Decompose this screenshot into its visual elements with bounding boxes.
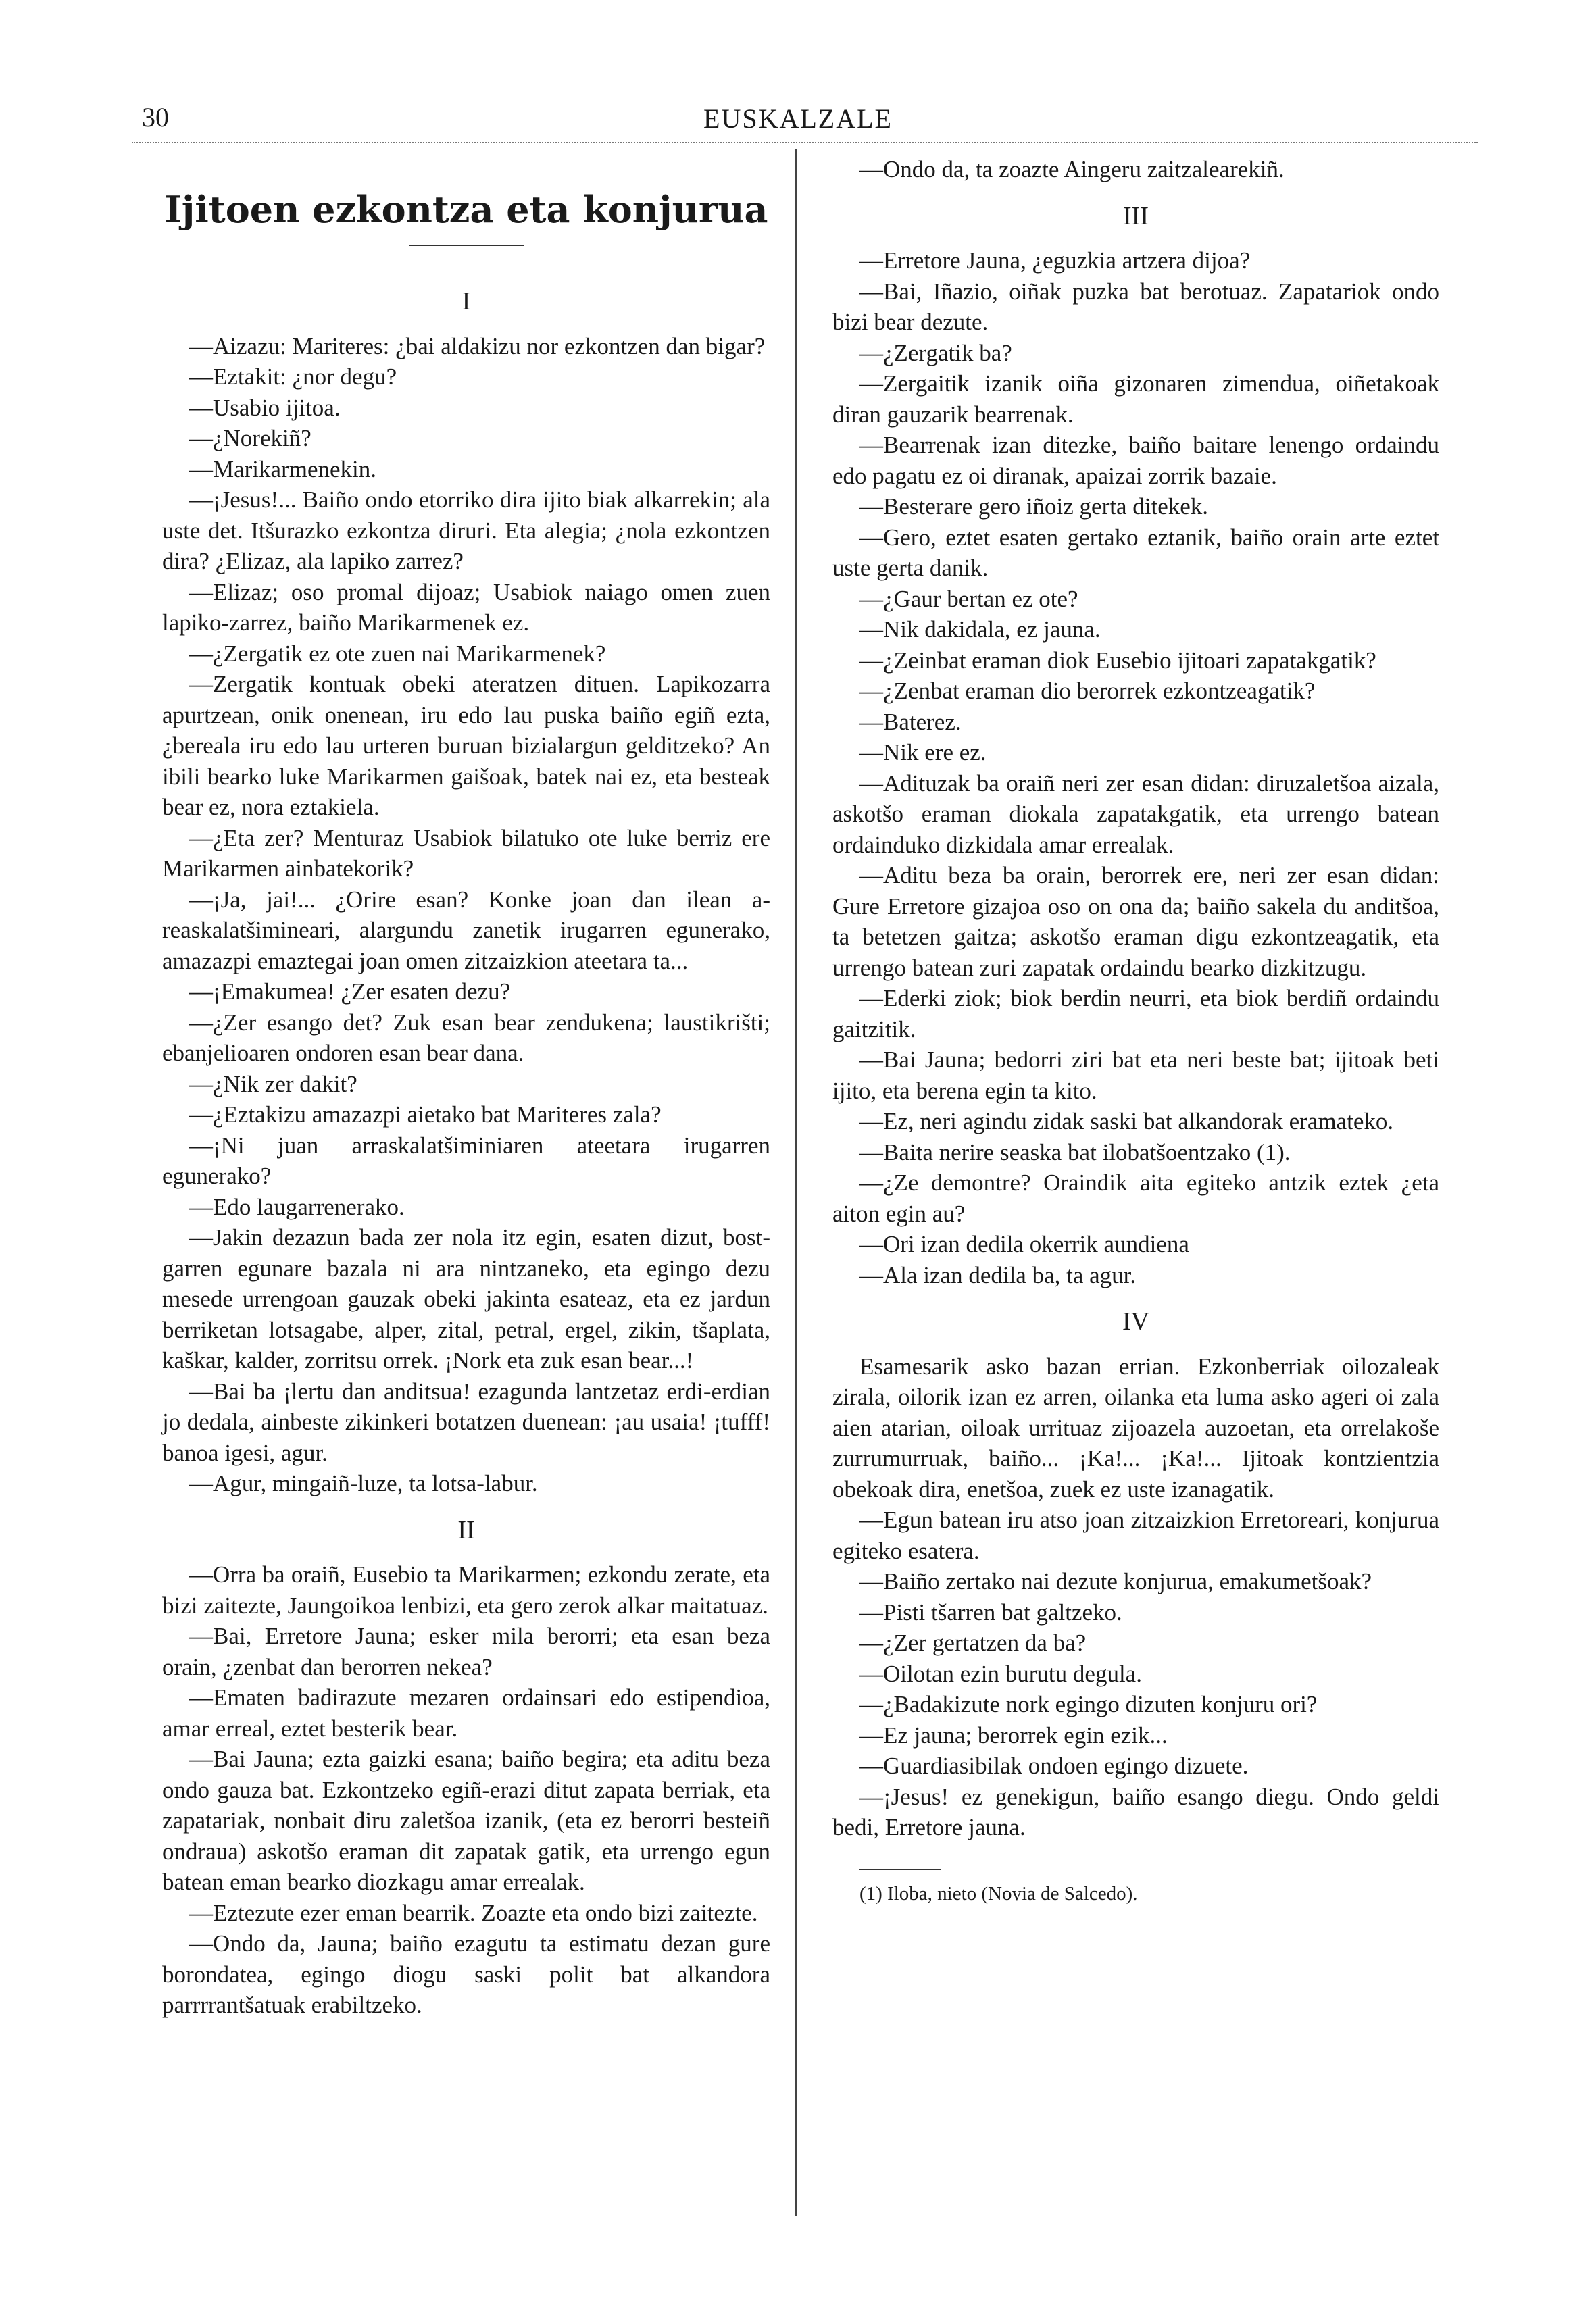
dialogue-paragraph: —Bai Jauna; bedorri ziri bat eta neri beste bat; ijitoak beti ijito, eta berena egin ta kito. bbox=[832, 1047, 1439, 1104]
section-heading-III: III bbox=[1123, 201, 1149, 230]
dialogue-paragraph: —¡Ja, jai!... ¿Orire esan? Konke joan dan ilean a-reaskalatšimineari, alargundu zanetik irugarren egunerako, amazazpi emaztegai joan omen zitzaizkion ateetara ta... bbox=[162, 886, 770, 974]
dialogue-paragraph: —¡Emakumea! ¿Zer esaten dezu? bbox=[189, 978, 511, 1005]
dialogue-paragraph: —¡Jesus!... Baiño ondo etorriko dira ijito biak alkarrekin; ala uste det. Itšurazko ezkontza diruri. Eta alegia; ¿nola ezkontzen dira? ¿Elizaz, ala lapiko zarrez? bbox=[162, 486, 770, 574]
dialogue-paragraph: —Bearrenak izan ditezke, baiño baitare lenengo ordaindu edo pagatu ez oi diranak, apaizai zorrik bazaie. bbox=[832, 432, 1439, 489]
dialogue-paragraph: —Gero, eztet esaten gertako eztanik, baiño orain arte eztet uste gerta danik. bbox=[832, 524, 1439, 581]
dialogue-paragraph: —Marikarmenekin. bbox=[189, 455, 376, 482]
dialogue-paragraph: —¿Ze demontre? Oraindik aita egiteko antzik eztek ¿eta aiton egin au? bbox=[832, 1169, 1439, 1227]
dialogue-paragraph: —¿Zergatik ba? bbox=[859, 339, 1012, 366]
dialogue-paragraph: —Erretore Jauna, ¿eguzkia artzera dijoa? bbox=[859, 247, 1251, 274]
dialogue-paragraph: —Pisti tšarren bat galtzeko. bbox=[859, 1599, 1122, 1626]
header-rule bbox=[132, 142, 1478, 143]
narrative-paragraph: Esamesarik asko bazan errian. Ezkonberriak oilozaleak zirala, oilorik izan ez arren, oilanka eta luma asko ageri oi zala aien atarian, oiloak urrituaz zijoazela auzoetan, eta orrelakoše zurrumurruak, baiño... ¡Ka!... ¡Ka!... Ijitoak kontzientzia obekoak dira, enetšoa, zuek ez uste izanagatik. bbox=[832, 1353, 1439, 1503]
dialogue-paragraph: —Nik ere ez. bbox=[859, 739, 987, 765]
footnote: (1) Iloba, nieto (Novia de Salcedo). bbox=[859, 1882, 1138, 1905]
dialogue-paragraph: —¡Jesus! ez genekigun, baiño esango diegu. Ondo geldi bedi, Erretore jauna. bbox=[832, 1783, 1439, 1840]
dialogue-paragraph: —Ori izan dedila okerrik aundiena bbox=[859, 1231, 1189, 1257]
dialogue-paragraph: —Eztakit: ¿nor degu? bbox=[189, 363, 397, 390]
right-column bbox=[832, 154, 1439, 1907]
footnote-rule bbox=[859, 1869, 941, 1870]
dialogue-paragraph: —Ez, neri agindu zidak saski bat alkandorak eramateko. bbox=[859, 1108, 1394, 1134]
dialogue-paragraph: —Ederki ziok; biok berdin neurri, eta biok berdiñ ordaindu gaitzitik. bbox=[832, 985, 1439, 1042]
dialogue-paragraph: —Nik dakidala, ez jauna. bbox=[859, 616, 1101, 643]
dialogue-paragraph: —Baita nerire seaska bat ilobatšoentzako (1). bbox=[859, 1138, 1291, 1165]
dialogue-paragraph: —¡Ni juan arraskalatšiminiaren ateetara irugarren egunerako? bbox=[162, 1132, 770, 1189]
dialogue-paragraph: —Oilotan ezin burutu degula. bbox=[859, 1660, 1142, 1687]
dialogue-paragraph: —Bai Jauna; ezta gaizki esana; baiño begira; eta aditu beza ondo gauza bat. Ezkontzeko egiñ-erazi ditut zapata berriak, eta zapatariak, nonbait diru zaletšoa izanik, (eta ez berorri besteiñ ondrauа) askotšo eraman dit zapatak gatik, eta urrengo egun batean eman bearko diozkagu amar errealak. bbox=[162, 1746, 770, 1895]
dialogue-paragraph: —Elizaz; oso promal dijoaz; Usabiok naiago omen zuen lapiko-zarrez, baiño Marikarmenek ez. bbox=[162, 578, 770, 636]
dialogue-paragraph: —Ala izan dedila ba, ta agur. bbox=[859, 1261, 1137, 1288]
dialogue-paragraph: —¿Zenbat eraman dio berorrek ezkontzeagatik? bbox=[859, 678, 1316, 704]
running-header: EUSKALZALE bbox=[703, 103, 893, 134]
section-heading-IV: IV bbox=[1122, 1307, 1150, 1336]
dialogue-paragraph: —¿Badakizute nork egingo dizuten konjuru ori? bbox=[859, 1691, 1318, 1717]
dialogue-paragraph: —Baterez. bbox=[859, 708, 962, 735]
dialogue-paragraph: —¿Eta zer? Menturaz Usabiok bilatuko ote luke berriz ere Marikarmen ainbatekorik? bbox=[162, 824, 770, 882]
dialogue-paragraph: —Zergaitik izanik oiña gizonaren zimendua, oiñetakoak diran gauzarik bearrenak. bbox=[832, 370, 1439, 428]
dialogue-paragraph: —¿Norekiñ? bbox=[189, 425, 311, 451]
dialogue-paragraph: —¿Eztakizu amazazpi aietako bat Mariteres zala? bbox=[189, 1101, 662, 1128]
dialogue-paragraph: —Egun batean iru atso joan zitzaizkion Erretoreari, konjurua egiteko esatera. bbox=[832, 1507, 1439, 1564]
dialogue-paragraph: —Baiño zertako nai dezute konjurua, emakumetšoak? bbox=[859, 1568, 1372, 1594]
dialogue-paragraph: —Bai ba ¡lertu dan anditsua! ezagunda lantzetaz erdi-erdian jo dedala, ainbeste zikinkeri botatzen duenean: ¡au usaia! ¡tufff! banoa igesi, agur. bbox=[162, 1378, 770, 1466]
dialogue-paragraph: —Agur, mingaiñ-luze, ta lotsa-labur. bbox=[189, 1470, 538, 1496]
dialogue-paragraph: —Aditu beza ba orain, berorrek ere, neri zer esan didan: Gure Erretore gizajoa oso on ona da; baiño sakela du anditšoa, ta betetzen gaitza; askotšo eraman digu ezkontzeagatik, eta urrengo batean zuri zapatak ordaindu bearko dizkitzugu. bbox=[832, 862, 1439, 981]
title-rule bbox=[409, 245, 524, 246]
dialogue-paragraph: —Guardiasibilak ondoen egingo dizuete. bbox=[859, 1753, 1249, 1779]
dialogue-paragraph: —Usabio ijitoa. bbox=[189, 394, 341, 421]
dialogue-paragraph: —Bai, Iñazio, oiñak puzka bat berotuaz. Zapatariok ondo bizi bear dezute. bbox=[832, 278, 1439, 335]
dialogue-paragraph: —Edo laugarrenerako. bbox=[189, 1193, 405, 1220]
page-number: 30 bbox=[142, 102, 169, 132]
dialogue-paragraph: —Jakin dezazun bada zer nola itz egin, esaten dizut, bost-garren egunare bazala ni ara nintzaneko, eta egingo dezu mesede urrengoan gauzak obeki jakinta esateaz, eta ez jardun berriketan lotsagabe, alper, zital, petral, ergel, zikin, tšaplata, kaškar, kalder, zorritsu orrek. ¡Nork eta zuk esan bear...! bbox=[162, 1224, 770, 1374]
dialogue-paragraph: —Ematen badirazute mezaren ordainsari edo estipendioa, amar erreal, eztet besterik bear. bbox=[162, 1684, 770, 1742]
dialogue-paragraph: —Zergatik kontuak obeki ateratzen dituen. Lapikozarra apurtzean, onik onenean, iru edo lau puska baiño egiñ ezta, ¿bereala iru edo lau urteren buruan bizialargun gelditzeko? An ibili bearko luke Marikarmen gaišoak, batek nai ez, eta besteak bear ez, nora eztakiela. bbox=[162, 671, 770, 820]
dialogue-paragraph: —¿Zeinbat eraman diok Eusebio ijitoari zapatakgatik? bbox=[859, 647, 1376, 674]
column-divider bbox=[795, 149, 797, 2216]
dialogue-paragraph: —Bai, Erretore Jauna; esker mila berorri; eta esan beza orain, ¿zenbat dan berorren nekea? bbox=[162, 1623, 770, 1680]
dialogue-paragraph: —Besterare gero iñoiz gerta ditekek. bbox=[859, 493, 1209, 520]
dialogue-paragraph: —¿Zer gertatzen da ba? bbox=[859, 1630, 1087, 1656]
section-heading-I: I bbox=[462, 287, 471, 316]
dialogue-paragraph: —Ondo da, Jauna; baiño ezagutu ta estimatu dezan gure borondatea, egingo diogu saski polit bat alkandora parrrrantšatuak erabiltzeko. bbox=[162, 1930, 770, 2018]
dialogue-paragraph: —Adituzak ba oraiñ neri zer esan didan: diruzaletšoa aizala, askotšo eraman diokala zapatakgatik, eta urrengo batean ordainduko dizkidala amar errealak. bbox=[832, 770, 1439, 858]
dialogue-paragraph: —Ondo da, ta zoazte Aingeru zaitzalearekiñ. bbox=[859, 156, 1285, 182]
dialogue-paragraph: —Ez jauna; berorrek egin ezik... bbox=[859, 1721, 1168, 1749]
dialogue-paragraph: —Eztezute ezer eman bearrik. Zoazte eta ondo bizi zaitezte. bbox=[189, 1899, 758, 1926]
dialogue-paragraph: —¿Zer esango det? Zuk esan bear zendukena; laustikrišti; ebanjelioaren ondoren esan bear dana. bbox=[162, 1009, 770, 1066]
dialogue-paragraph: —¿Nik zer dakit? bbox=[189, 1070, 357, 1097]
dialogue-paragraph: —¿Zergatik ez ote zuen nai Marikarmenek? bbox=[189, 640, 606, 667]
dialogue-paragraph: —Aizazu: Mariteres: ¿bai aldakizu nor ezkontzen dan bigar? bbox=[189, 332, 766, 359]
left-column bbox=[162, 154, 770, 2021]
section-heading-II: II bbox=[457, 1515, 475, 1544]
article-title: Ijitoen ezkontza eta konjurua bbox=[164, 188, 768, 231]
dialogue-paragraph: —Orra ba oraiñ, Eusebio ta Marikarmen; ezkondu zerate, eta bizi zaitezte, Jaungoikoa lenbizi, eta gero zerok alkar maitatuaz. bbox=[162, 1561, 770, 1619]
dialogue-paragraph: —¿Gaur bertan ez ote? bbox=[859, 585, 1078, 612]
